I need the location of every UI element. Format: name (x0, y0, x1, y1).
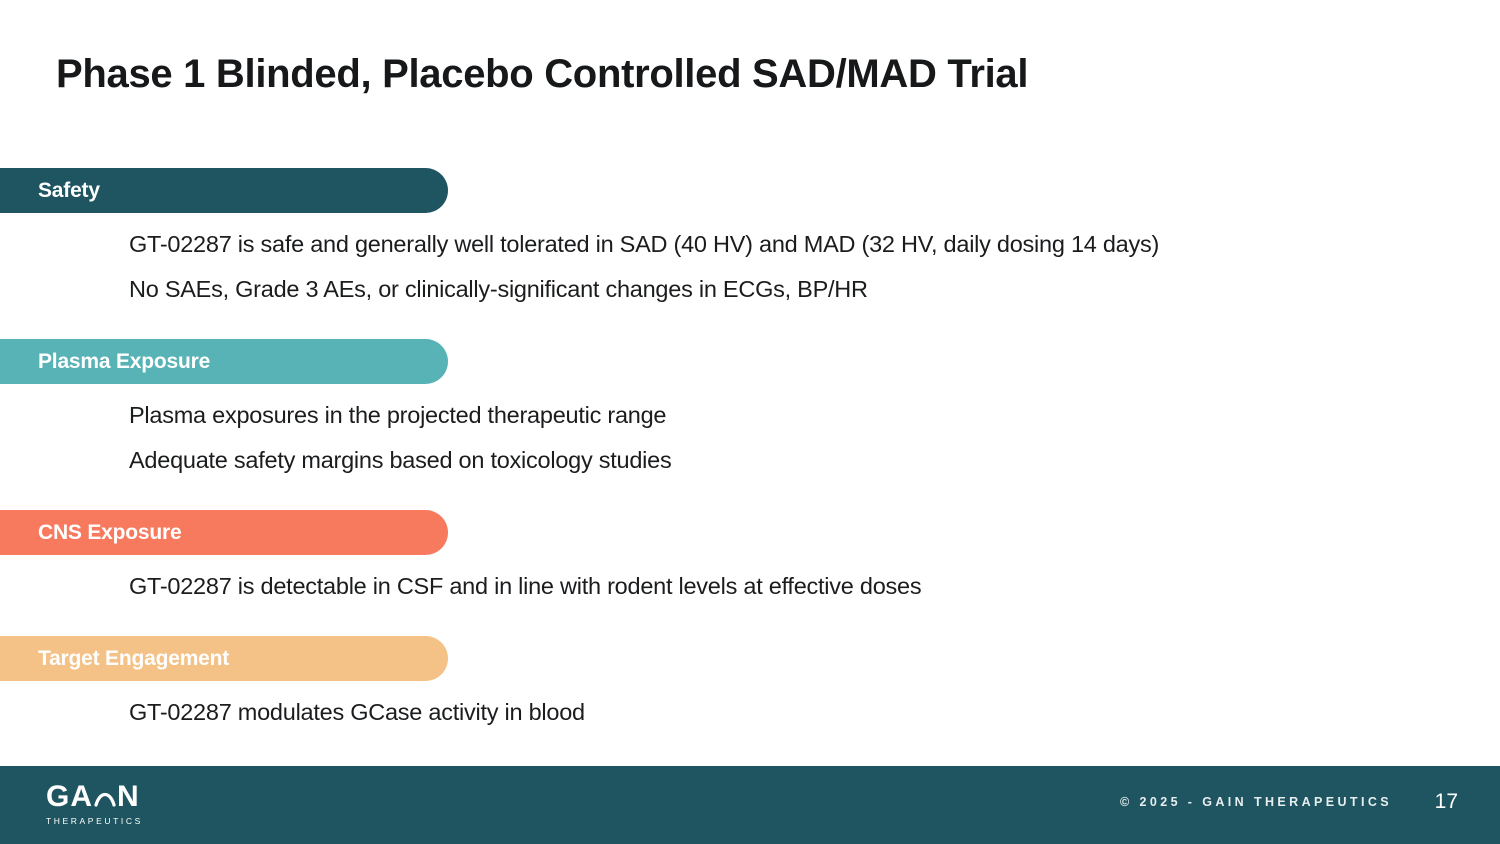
bullet-text: GT-02287 is safe and generally well tolerated in SAD (40 HV) and MAD (32 HV, daily dosing 14 days) (129, 231, 1160, 257)
bullet-text: Plasma exposures in the projected therapeutic range (129, 402, 667, 428)
section-label: Safety (38, 178, 100, 202)
section-target-engagement (0, 636, 585, 735)
page-number: 17 (1434, 790, 1458, 813)
bullet-text: GT-02287 modulates GCase activity in blood (129, 699, 585, 725)
section-bullets (0, 555, 921, 609)
section-plasma-exposure (0, 339, 671, 483)
section-label: Target Engagement (38, 646, 230, 670)
section-pill-cns-exposure (0, 510, 448, 555)
logo-wordmark (46, 782, 226, 812)
section-pill-target-engagement (0, 636, 448, 681)
section-pill-safety (0, 168, 448, 213)
section-bullets (0, 681, 585, 735)
logo-letter-g: G (46, 780, 71, 813)
bullet-text: No SAEs, Grade 3 AEs, or clinically-significant changes in ECGs, BP/HR (129, 276, 868, 303)
section-cns-exposure (0, 510, 921, 609)
gain-therapeutics-logo (46, 782, 226, 826)
copyright-text: © 2025 - GAIN THERAPEUTICS (1120, 795, 1392, 809)
bullet-text: GT-02287 is detectable in CSF and in line with rodent levels at effective doses (129, 573, 922, 599)
section-label: Plasma Exposure (38, 349, 211, 373)
logo-letter-a: A (70, 780, 94, 813)
page-title: Phase 1 Blinded, Placebo Controlled SAD/MAD Trial (56, 52, 1029, 96)
section-bullets (0, 213, 1159, 312)
section-label: CNS Exposure (38, 520, 182, 544)
section-pill-plasma-exposure (0, 339, 448, 384)
logo-subtitle: THERAPEUTICS (46, 816, 143, 826)
swoosh-icon (94, 786, 116, 808)
logo-letter-n: N (117, 780, 140, 813)
section-safety (0, 168, 1159, 312)
bullet-text: Adequate safety margins based on toxicology studies (129, 447, 672, 474)
section-bullets (0, 384, 671, 483)
footer-bar (0, 766, 1500, 844)
